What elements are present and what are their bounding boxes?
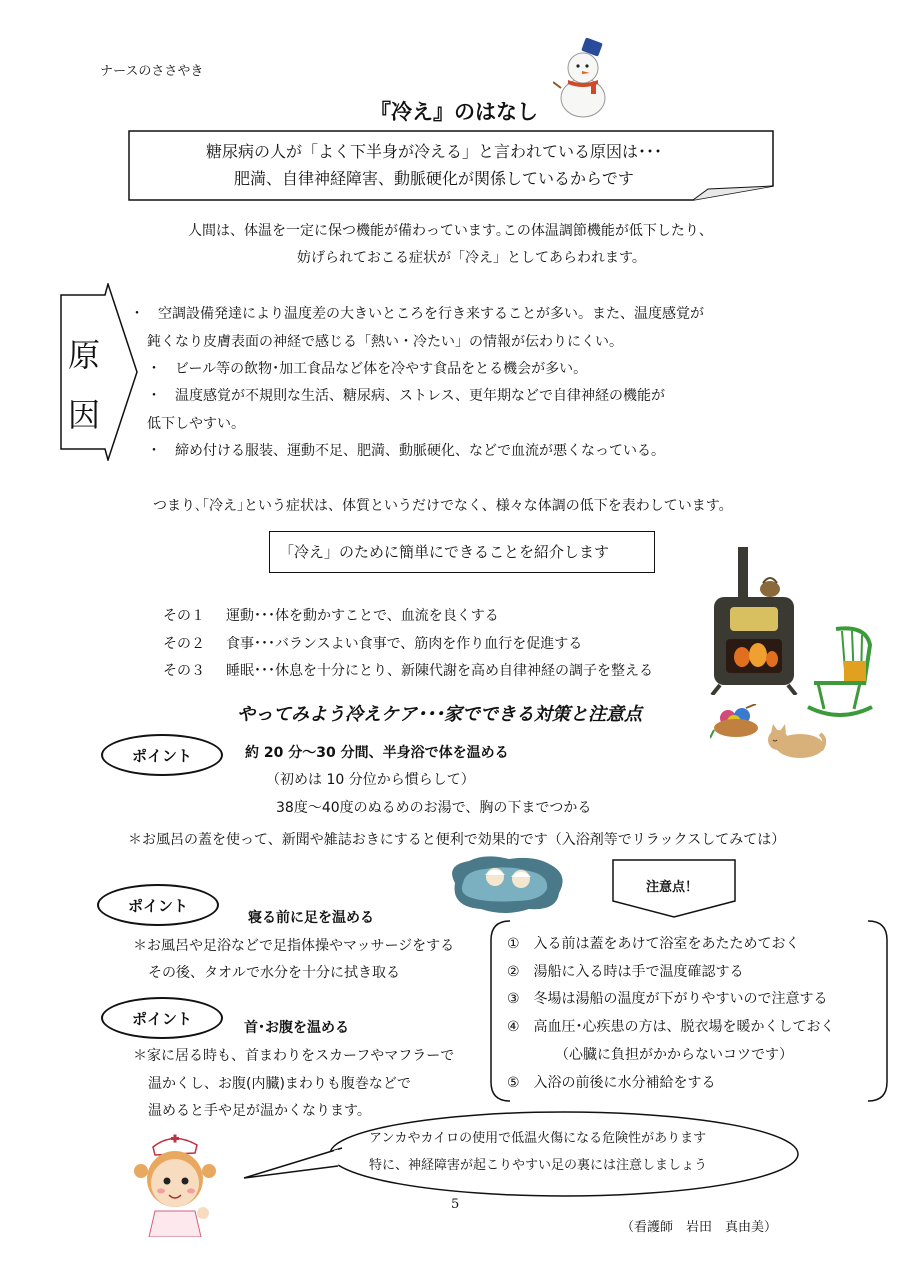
summary-line-1: 糖尿病の人が「よく下半身が冷える」と言われている原因は･･･ xyxy=(206,142,663,161)
caution-item-2: ② 湯船に入る時は手で温度確認する xyxy=(507,964,744,980)
warning-line-2: 特に、神経障害が起こりやすい足の裏には注意しましょう xyxy=(369,1158,708,1173)
point1-note: ＊お風呂の蓋を使って、新聞や雑誌おきにすると便利で効果的です（入浴剤等でリラックスしてみては） xyxy=(128,832,786,848)
page-number: 5 xyxy=(451,1197,460,1212)
author-credit: （看護師 岩田 真由美） xyxy=(621,1220,778,1235)
point3-line-2: 温かくし、お腹(内臓)まわりも腹巻などで xyxy=(148,1076,411,1092)
intro-line-1: 人間は、体温を一定に保つ機能が備わっています｡この体温調節機能が低下したり、 xyxy=(188,223,713,239)
point1-line-3: 38度～40度のぬるめのお湯で、胸の下までつかる xyxy=(276,800,592,816)
cause-item-1: ・ 空調設備発達により温度差の大きいところを行き来することが多い。また、温度感覚が xyxy=(130,306,704,322)
intro-box-text: 「冷え」のために簡単にできることを紹介します xyxy=(279,543,610,561)
point1-title: 約 20 分～30 分間、半身浴で体を温める xyxy=(245,745,509,761)
tip-text-1: 運動･･･体を動かすことで、血流を良くする xyxy=(226,608,499,624)
cause-item-3: ・ 温度感覚が不規則な生活、糖尿病、ストレス、更年期などで自律神経の機能が xyxy=(147,388,665,404)
tip-num-1: その１ xyxy=(163,608,205,624)
page-title: 『冷え』のはなし xyxy=(370,100,538,124)
tip-text-2: 食事･･･バランスよい食事で、筋肉を作り血行を促進する xyxy=(226,636,583,652)
yarn-basket-icon xyxy=(710,704,762,740)
tip-num-3: その３ xyxy=(163,663,205,679)
caution-item-1: ① 入る前は蓋をあけて浴室をあたためておく xyxy=(507,936,800,952)
snowman-icon xyxy=(553,36,613,118)
bath-icon xyxy=(445,853,569,917)
cause-item-4: ・ 締め付ける服装、運動不足、肥満、動脈硬化、などで血流が悪くなっている。 xyxy=(147,443,665,459)
point-badge-3: ポイント xyxy=(101,997,223,1039)
conclusion-text: つまり､｢冷え｣という症状は、体質というだけでなく、様々な体調の低下を表わしています。 xyxy=(153,498,733,514)
point1-line-2: （初めは 10 分位から慣らして） xyxy=(266,772,475,788)
caution-item-4-cont: （心臓に負担がかからないコツです） xyxy=(555,1047,793,1063)
rocking-chair-icon xyxy=(806,625,874,721)
cause-label-char-1: 原 xyxy=(68,336,101,374)
caution-item-5: ⑤ 入浴の前後に水分補給をする xyxy=(507,1075,716,1091)
point2-line-2: その後、タオルで水分を十分に拭き取る xyxy=(148,965,400,981)
cause-label-char-2: 因 xyxy=(68,396,101,434)
caution-label: 注意点！ xyxy=(646,880,699,895)
point3-line-3: 温めると手や足が温かくなります。 xyxy=(148,1103,371,1119)
header-label: ナースのささやき xyxy=(100,64,204,79)
tip-text-3: 睡眠･･･休息を十分にとり、新陳代謝を高め自律神経の調子を整える xyxy=(226,663,653,679)
stove-icon xyxy=(708,545,800,695)
cat-icon xyxy=(766,720,826,760)
point-badge-2: ポイント xyxy=(97,884,219,926)
point3-title: 首･お腹を温める xyxy=(244,1020,349,1036)
point2-title: 寝る前に足を温める xyxy=(248,910,374,926)
summary-line-2: 肥満、自律神経障害、動脈硬化が関係しているからです xyxy=(234,169,634,188)
nurse-icon xyxy=(133,1127,219,1237)
care-heading: やってみよう冷えケア･･･家でできる対策と注意点 xyxy=(237,704,642,725)
point3-line-1: ＊家に居る時も、首まわりをスカーフやマフラーで xyxy=(133,1048,455,1064)
cause-item-1-cont: 鈍くなり皮膚表面の神経で感じる「熱い・冷たい」の情報が伝わりにくい。 xyxy=(147,334,623,350)
tip-num-2: その２ xyxy=(163,636,205,652)
intro-line-2: 妨げられておこる症状が「冷え」としてあらわれます。 xyxy=(297,250,646,266)
cause-item-3-cont: 低下しやすい。 xyxy=(147,416,245,432)
point-badge-1: ポイント xyxy=(101,734,223,776)
warning-line-1: アンカやカイロの使用で低温火傷になる危険性があります xyxy=(369,1131,707,1146)
cause-item-2: ・ ビール等の飲物･加工食品など体を冷やす食品をとる機会が多い。 xyxy=(147,361,588,377)
caution-item-3: ③ 冬場は湯船の温度が下がりやすいので注意する xyxy=(507,991,828,1007)
caution-item-4: ④ 高血圧･心疾患の方は、脱衣場を暖かくしておく xyxy=(507,1019,835,1035)
point2-line-1: ＊お風呂や足浴などで足指体操やマッサージをする xyxy=(133,938,455,954)
